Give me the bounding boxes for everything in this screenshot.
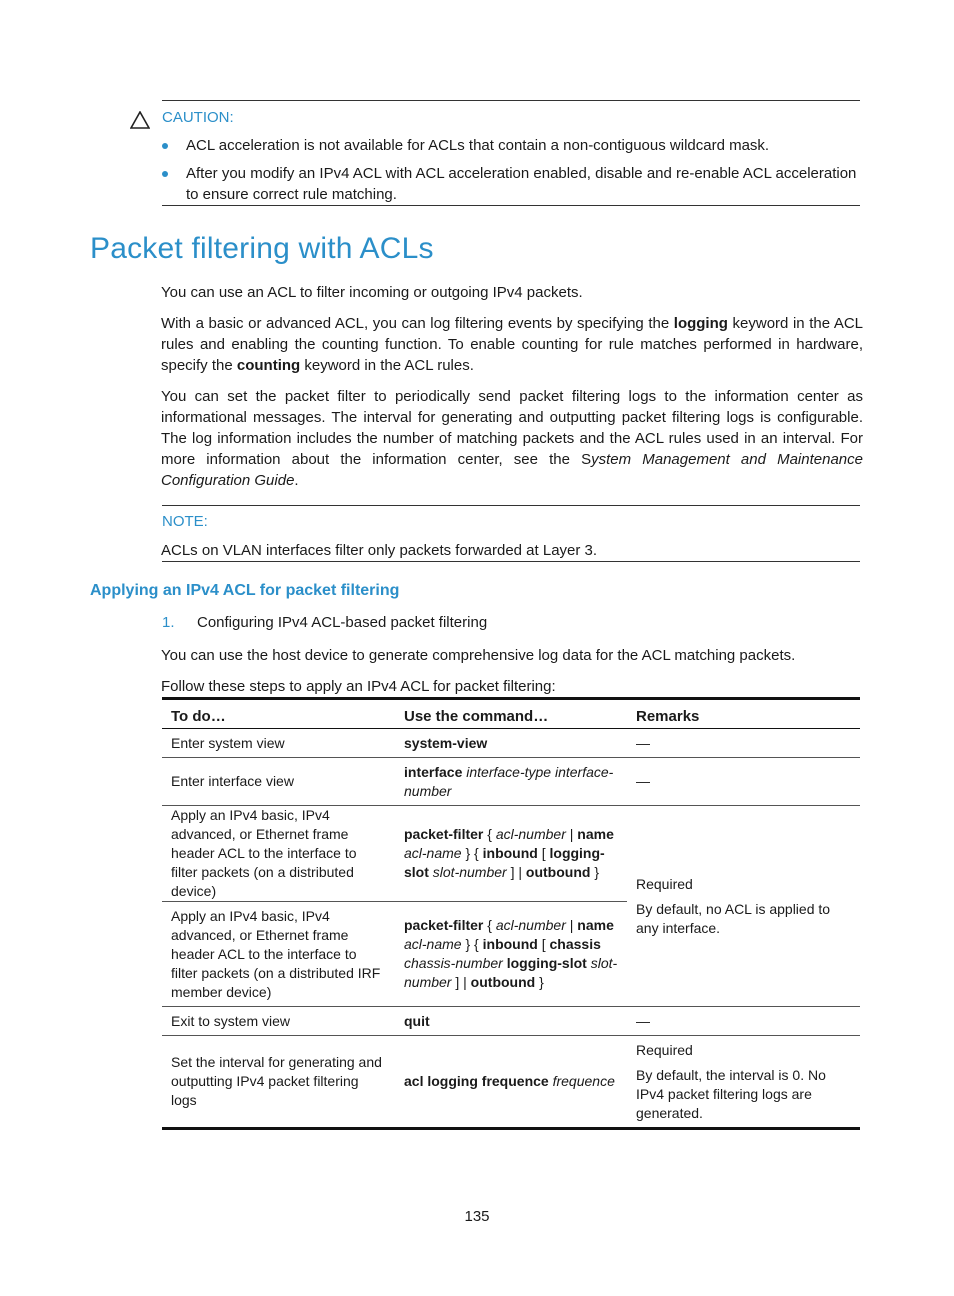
syntax-mark: } [535, 974, 544, 990]
table-header-row [162, 699, 860, 729]
syntax-mark: } [590, 864, 600, 880]
command-cell [395, 758, 627, 806]
syntax-mark: | [565, 917, 578, 933]
command-keyword: name [577, 826, 614, 842]
command-cell: system-view [404, 734, 488, 751]
text-run: You can set the packet filter to periodically send packet filtering logs to the information center as informational messages. The interval for generating and outputting packet filtering logs is configurable. The log information includes the number of matching packets and the ACL rules used in an interval. For more information about the information center, see the S [161, 388, 863, 468]
note-title: NOTE: [162, 513, 208, 530]
logging-paragraph [161, 313, 863, 376]
remarks-text: By default, no ACL is applied to any interface. [636, 900, 831, 936]
command-cell [395, 902, 627, 1007]
column-header: Remarks [627, 699, 860, 729]
text-run: keyword in the ACL rules. [300, 357, 474, 374]
intro-paragraph: You can use an ACL to filter incoming or outgoing IPv4 packets. [161, 284, 583, 301]
step-text: Configuring IPv4 ACL-based packet filtering [197, 614, 488, 631]
page-heading: Packet filtering with ACLs [90, 232, 434, 265]
syntax-mark: } { [461, 936, 483, 952]
warning-triangle-icon [130, 111, 150, 129]
todo-cell: Set the interval for generating and outputting IPv4 packet filtering logs [162, 1036, 395, 1129]
caution-item [162, 135, 860, 156]
command-keyword: packet-filter [404, 917, 484, 933]
syntax-mark: } { [461, 845, 483, 861]
caution-item-text: ACL acceleration is not available for ACLs that contain a non-contiguous wildcard mask. [186, 137, 770, 154]
keyword-counting: counting [236, 357, 301, 374]
command-keyword: chassis [549, 936, 601, 952]
required-label: Required [636, 875, 693, 892]
column-header: To do… [162, 699, 395, 729]
bullet-icon [162, 143, 168, 149]
command-keyword: interface [404, 763, 463, 780]
table-row [162, 758, 860, 806]
caution-title: CAUTION: [162, 109, 234, 126]
text-run: With a basic or advanced ACL, you can log filtering events by specifying the [161, 315, 674, 332]
command-argument: frequence [548, 1073, 615, 1089]
table-row [162, 1036, 860, 1129]
command-keyword: logging-slot [506, 955, 587, 971]
command-argument: slot-number [404, 955, 618, 990]
caution-item-text: After you modify an IPv4 ACL with ACL acceleration enabled, disable and re-enable ACL acceleration to ensure correct rule matching. [186, 165, 857, 203]
remarks-text: By default, the interval is 0. No IPv4 packet filtering logs are generated. [636, 1066, 826, 1121]
command-keyword: acl logging frequence [404, 1073, 549, 1089]
table-row [162, 729, 860, 758]
text-run: . [294, 472, 299, 489]
steps-table [162, 697, 860, 1130]
todo-cell: Enter interface view [162, 758, 395, 806]
step-item [162, 614, 487, 631]
table-row [162, 806, 860, 902]
guide-reference: ystem Management and Maintenance Configuration Guide [161, 451, 863, 489]
command-keyword: packet-filter [404, 826, 484, 842]
host-device-paragraph: You can use the host device to generate comprehensive log data for the ACL matching packets. [161, 647, 796, 664]
command-argument: acl-name [404, 936, 462, 952]
command-argument: acl-number [495, 826, 566, 842]
bullet-icon [162, 171, 168, 177]
syntax-mark: ] | [506, 864, 526, 880]
syntax-mark: [ [537, 845, 550, 861]
syntax-mark: { [483, 917, 496, 933]
command-cell: quit [395, 1007, 627, 1036]
command-keyword: logging-slot [404, 845, 605, 880]
remarks-cell [627, 806, 860, 1007]
note-top-rule [162, 505, 860, 506]
command-keyword: outbound [470, 974, 536, 990]
command-keyword: inbound [482, 845, 538, 861]
todo-cell: Enter system view [171, 734, 285, 751]
syntax-mark: ] | [451, 974, 471, 990]
section-heading: Applying an IPv4 ACL for packet filtering [90, 582, 400, 599]
remarks-cell: — [627, 758, 860, 806]
syntax-mark: { [483, 826, 496, 842]
command-keyword: outbound [525, 864, 591, 880]
caution-bottom-rule [162, 205, 860, 206]
steps-intro: Follow these steps to apply an IPv4 ACL for packet filtering: [161, 678, 556, 695]
command-argument: slot-number [432, 864, 507, 880]
required-label: Required [636, 1041, 693, 1058]
remarks-cell: — [627, 1007, 860, 1036]
syntax-mark: [ [537, 936, 550, 952]
note-text: ACLs on VLAN interfaces filter only packets forwarded at Layer 3. [161, 542, 598, 559]
page-number: 135 [464, 1208, 490, 1225]
caution-item [162, 163, 860, 205]
command-argument: chassis-number [404, 955, 503, 971]
note-bottom-rule [162, 561, 860, 562]
remarks-cell: — [636, 734, 650, 751]
todo-cell: Exit to system view [162, 1007, 395, 1036]
column-header: Use the command… [395, 699, 627, 729]
remarks-cell [627, 1036, 860, 1129]
table-row [162, 1007, 860, 1036]
command-keyword: inbound [482, 936, 538, 952]
text-run: keyword in the ACL rules and enabling the counting function. To enable counting for rule matches performed in hardware, specify the [161, 315, 864, 374]
caution-top-rule [162, 100, 860, 101]
command-argument: acl-number [495, 917, 566, 933]
step-number: 1. [162, 614, 175, 631]
log-interval-paragraph [161, 386, 863, 491]
command-keyword: name [577, 917, 614, 933]
syntax-mark: | [565, 826, 578, 842]
todo-cell: Apply an IPv4 basic, IPv4 advanced, or Ethernet frame header ACL to the interface to filter packets (on a distributed device) [162, 806, 395, 902]
command-argument: interface-type interface-number [404, 763, 614, 799]
command-cell [395, 806, 627, 902]
keyword-logging: logging [673, 315, 728, 332]
todo-cell: Apply an IPv4 basic, IPv4 advanced, or Ethernet frame header ACL to the interface to filter packets (on a distributed IRF member device) [162, 902, 395, 1007]
command-cell [395, 1036, 627, 1129]
command-argument: acl-name [404, 845, 462, 861]
